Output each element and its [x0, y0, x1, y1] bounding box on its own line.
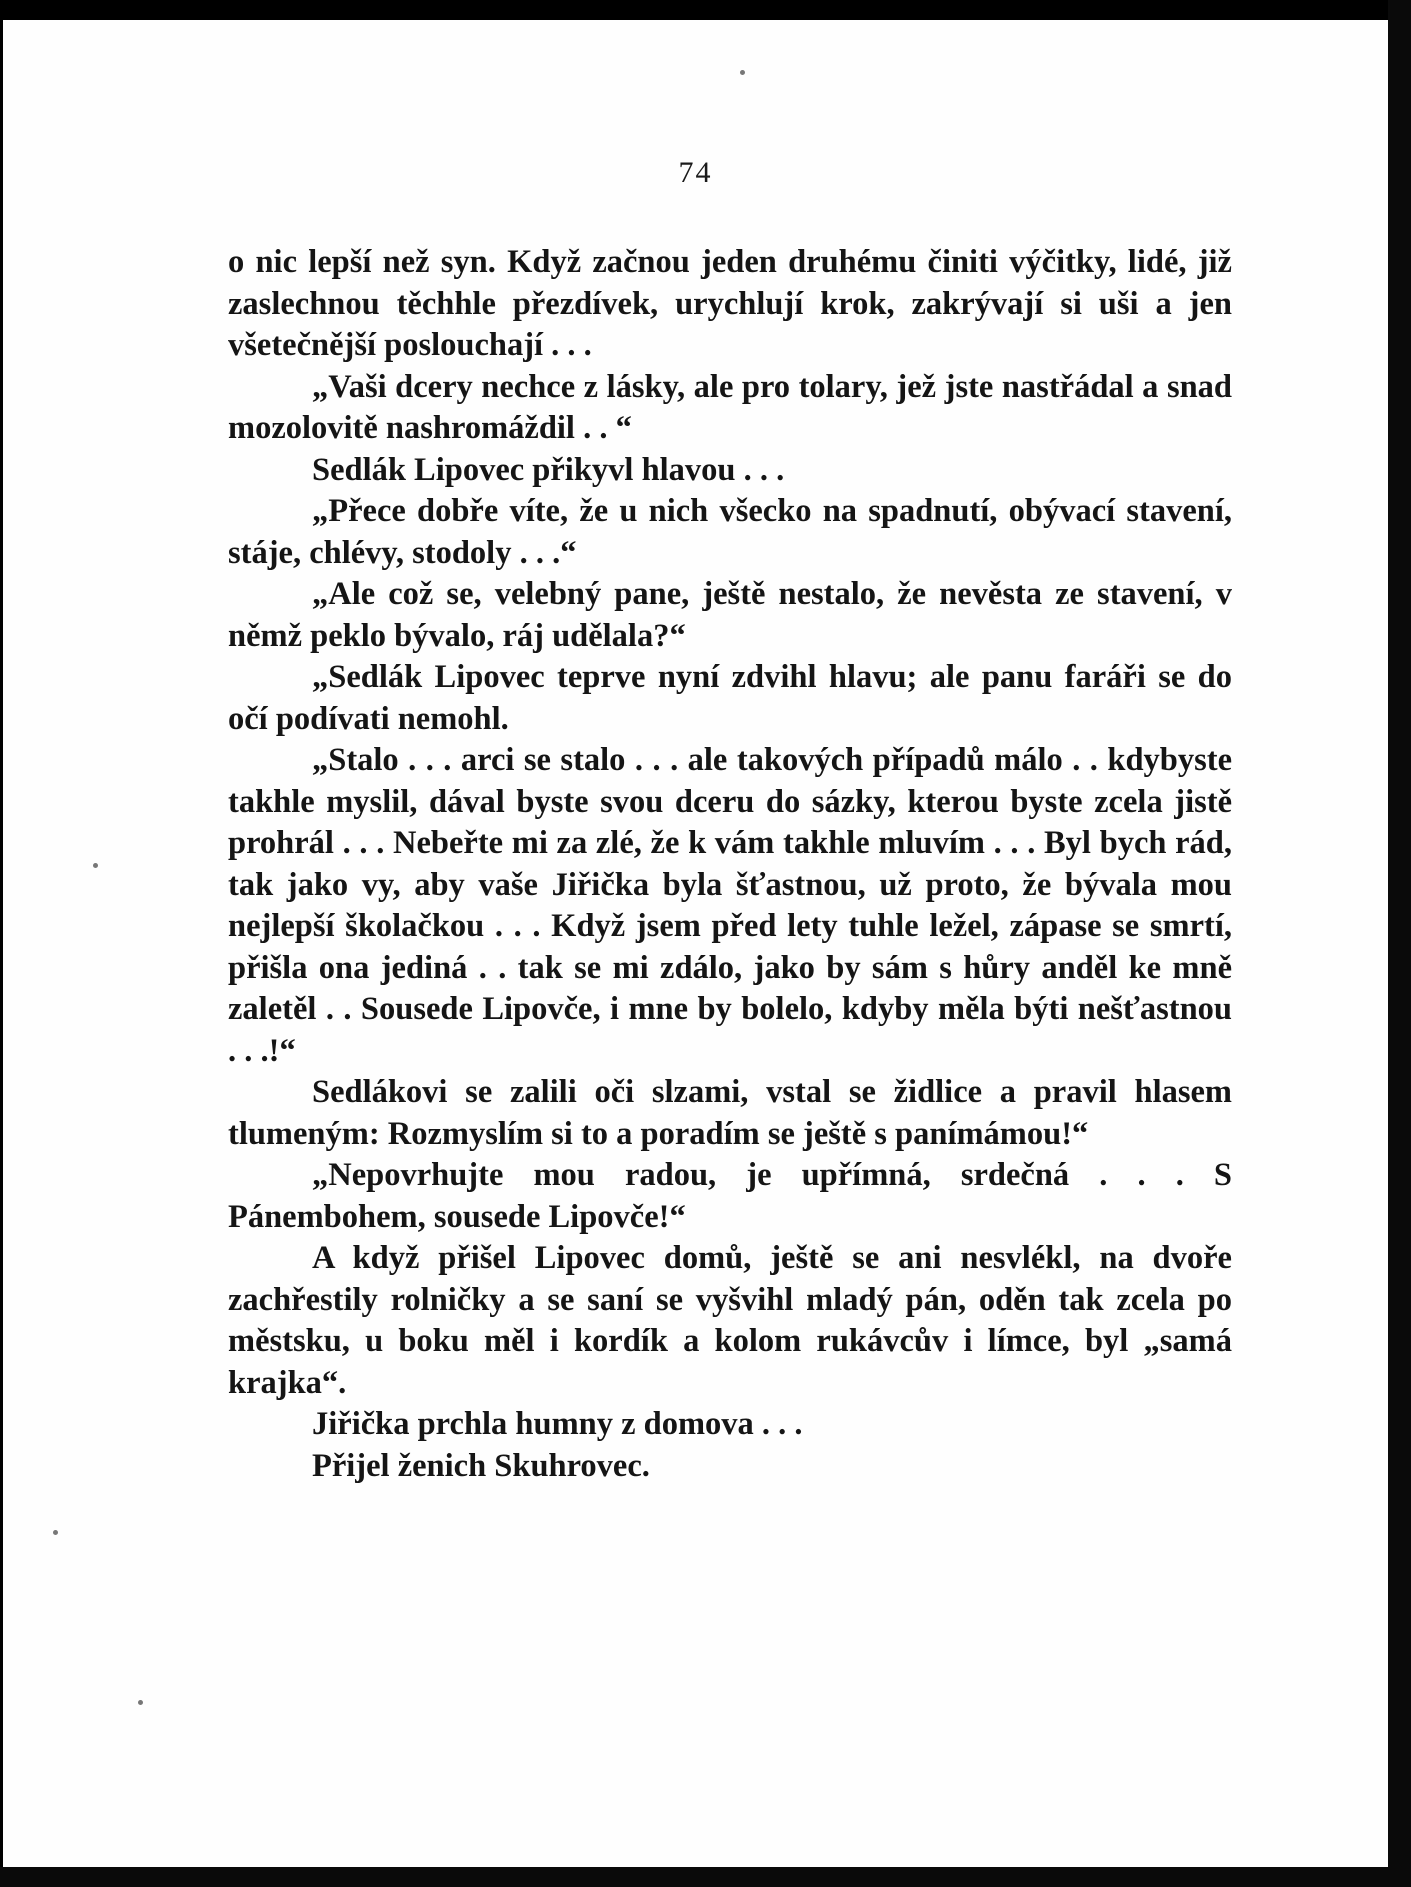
paper-speck	[740, 70, 745, 75]
scan-border-right	[1388, 0, 1411, 1887]
paper-speck	[53, 1530, 58, 1535]
paragraph: Přijel ženich Skuhrovec.	[312, 1447, 650, 1484]
paragraph: „Vaši dcery nechce z lásky, ale pro tolary, jež jste nastřádal a snad mozolovitě nashromáždil . . “	[228, 368, 1232, 446]
paragraph: „Stalo . . . arci se stalo . . . ale takových případů málo . . kdybyste takhle myslil, dával byste svou dceru do sázky, kterou byste zcela jistě prohrál . . . Nebeřte mi za zlé, že k vám takhle mluvím . . . Byl bych rád, tak jako vy, aby vaše Jiřička byla šťastnou, už proto, že bývala mou nejlepší školačkou . . . Když jsem před lety tuhle ležel, zápase se smrtí, přišla ona jediná . . tak se mi zdálo, jako by sám s hůry anděl ke mně zaletěl . . Sousede Lipovče, i mne by bolelo, kdyby měla býti nešťastnou . . .!“	[228, 742, 1232, 1069]
paragraph: „Sedlák Lipovec teprve nyní zdvihl hlavu; ale panu faráři se do očí podívati nemohl.	[228, 659, 1232, 737]
scan-border-bottom	[0, 1867, 1411, 1887]
page-number: 74	[678, 156, 713, 189]
paragraph: Sedlák Lipovec přikyvl hlavou . . .	[312, 451, 785, 488]
paragraph: Jiřička prchla humny z domova . . .	[312, 1406, 803, 1442]
paragraph: o nic lepší než syn. Když začnou jeden druhému činiti výčitky, lidé, již zaslechnou těchhle přezdívek, urychlují krok, zakrývají si uši a jen všetečnější poslouchají . . .	[228, 244, 1232, 363]
paragraph: „Nepovrhujte mou radou, je upřímná, srdečná . . . S Pánembohem, sousede Lipovče!“	[228, 1157, 1232, 1235]
paragraph: „Přece dobře víte, že u nich všecko na spadnutí, obývací stavení, stáje, chlévy, stodoly . . .“	[228, 493, 1232, 571]
paragraph: A když přišel Lipovec domů, ještě se ani nesvlékl, na dvoře zachřestily rolničky a se saní se vyšvihl mladý pán, oděn tak zcela po městsku, u boku měl i kordík a kolom rukávcův i límce, byl „samá krajka“.	[228, 1240, 1232, 1401]
paper-speck	[93, 863, 98, 868]
book-page	[3, 20, 1388, 1867]
paragraph: Sedlákovi se zalili oči slzami, vstal se židlice a pravil hlasem tlumeným: Rozmyslím si to a poradím se ještě s panímámou!“	[228, 1074, 1232, 1152]
paragraph: „Ale což se, velebný pane, ještě nestalo, že nevěsta ze stavení, v němž peklo bývalo, ráj udělala?“	[228, 576, 1232, 654]
body-text	[228, 242, 1232, 1487]
paper-speck	[138, 1700, 143, 1705]
